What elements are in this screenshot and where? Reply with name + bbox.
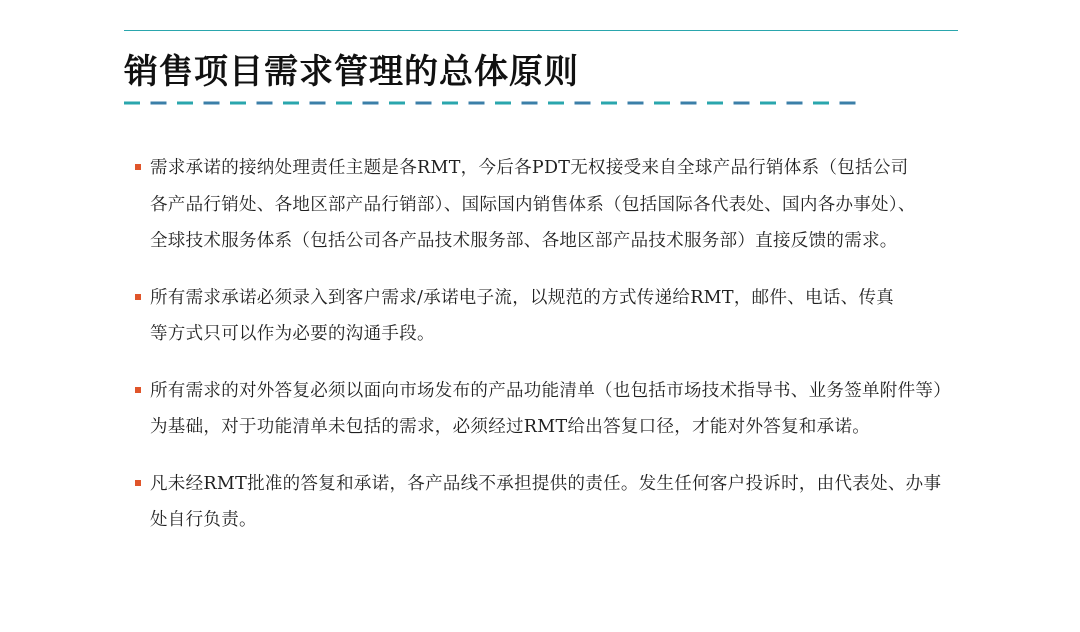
dash-segment bbox=[177, 102, 193, 105]
dash-segment bbox=[151, 102, 167, 105]
dash-segment bbox=[230, 102, 246, 105]
dash-segment bbox=[469, 102, 485, 105]
bullet-square-icon bbox=[135, 294, 141, 300]
dash-segment bbox=[787, 102, 803, 105]
top-rule bbox=[124, 30, 958, 31]
dash-segment bbox=[681, 102, 697, 105]
bullet-text: 所有需求承诺必须录入到客户需求/承诺电子流，以规范的方式传递给RMT，邮件、电话、传真等方式只可以作为必要的沟通手段。 bbox=[150, 287, 895, 344]
dash-segment bbox=[495, 102, 511, 105]
dash-segment bbox=[416, 102, 432, 105]
dash-segment bbox=[548, 102, 564, 105]
dash-segment bbox=[813, 102, 829, 105]
list-item bbox=[131, 373, 950, 446]
bullet-text: 所有需求的对外答复必须以面向市场发布的产品功能清单（也包括市场技术指导书、业务签单附件等）为基础，对于功能清单未包括的需求，必须经过RMT给出答复口径，才能对外答复和承诺。 bbox=[150, 380, 943, 437]
dash-segment bbox=[363, 102, 379, 105]
dash-segment bbox=[654, 102, 670, 105]
page-title: 销售项目需求管理的总体原则 bbox=[124, 52, 579, 92]
dash-segment bbox=[628, 102, 644, 105]
list-item bbox=[131, 466, 950, 539]
dash-segment bbox=[707, 102, 723, 105]
title-dashed-underline bbox=[124, 100, 866, 106]
bullet-text: 需求承诺的接纳处理责任主题是各RMT，今后各PDT无权接受来自全球产品行销体系（包括公司各产品行销处、各地区部产品行销部）、国际国内销售体系（包括国际各代表处、国内各办事处）、全球技术服务体系（包括公司各产品技术服务部、各地区部产品技术服务部）直接反馈的需求。 bbox=[150, 158, 916, 251]
dash-segment bbox=[336, 102, 352, 105]
dash-segment bbox=[257, 102, 273, 105]
dash-segment bbox=[760, 102, 776, 105]
dash-segment bbox=[204, 102, 220, 105]
dash-segment bbox=[522, 102, 538, 105]
dash-segment bbox=[124, 102, 140, 105]
bullet-square-icon bbox=[135, 164, 141, 170]
list-item bbox=[131, 150, 926, 260]
bullet-square-icon bbox=[135, 480, 141, 486]
dash-segment bbox=[310, 102, 326, 105]
dash-segment bbox=[283, 102, 299, 105]
dash-segment bbox=[840, 102, 856, 105]
dash-segment bbox=[601, 102, 617, 105]
bullet-square-icon bbox=[135, 387, 141, 393]
dash-segment bbox=[575, 102, 591, 105]
bullet-list bbox=[131, 150, 943, 559]
list-item bbox=[131, 280, 910, 353]
dash-segment bbox=[734, 102, 750, 105]
bullet-text: 凡未经RMT批准的答复和承诺，各产品线不承担提供的责任。发生任何客户投诉时，由代表处、办事处自行负责。 bbox=[150, 473, 942, 530]
dash-segment bbox=[389, 102, 405, 105]
dash-segment bbox=[442, 102, 458, 105]
